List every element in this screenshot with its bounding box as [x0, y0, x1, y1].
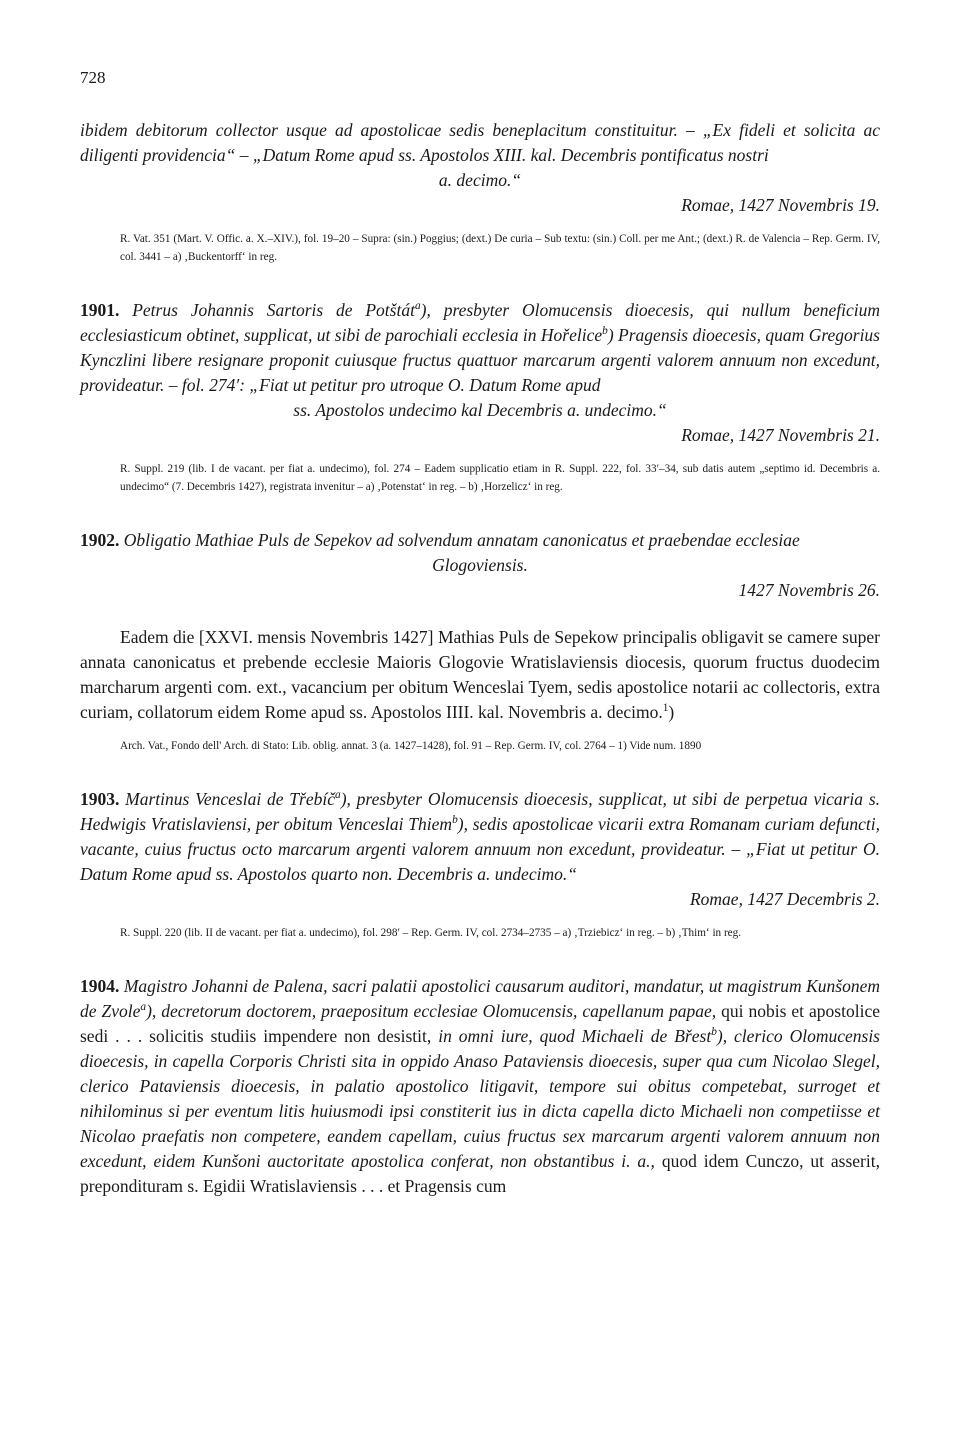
footnote: R. Suppl. 219 (lib. I de vacant. per fiat a. undecimo), fol. 274 – Eadem supplicatio etiam in R. Suppl. 222, fol. 33′–34, sub datis autem „septimo id. Decembris a. undecimo“ (7. Decembris 1427), registrata invenitur – a) ‚Potenstat‘ in reg. – b) ‚Horzelicz‘ in reg.	[120, 463, 880, 493]
entry-title-last-line: Glogoviensis.	[432, 555, 528, 575]
entry-date: Romae, 1427 Novembris 19.	[681, 195, 880, 215]
page-number: 728	[80, 68, 106, 87]
entry-1902-title: 1902. Obligatio Mathiae Puls de Sepekov ad solvendum annatam canonicatus et praebendae ecclesiae	[80, 530, 800, 550]
footnote: Arch. Vat., Fondo dell' Arch. di Stato: Lib. oblig. annat. 3 (a. 1427–1428), fol. 91 – Rep. Germ. IV, col. 2764 – 1) Vide num. 1890	[120, 740, 702, 752]
entry-date: 1427 Novembris 26.	[738, 580, 880, 600]
footnote: R. Suppl. 220 (lib. II de vacant. per fiat a. undecimo), fol. 298′ – Rep. Germ. IV, col. 2734–2735 – a) ‚Trziebicz‘ in reg. – b) ‚Thim‘ in reg.	[120, 927, 742, 939]
entry-date: Romae, 1427 Novembris 21.	[681, 425, 880, 445]
footnote: R. Vat. 351 (Mart. V. Offic. a. X.–XIV.), fol. 19–20 – Supra: (sin.) Poggius; (dext.) De curia – Sub textu: (sin.) Coll. per me Ant.; (dext.) R. de Valencia – Rep. Germ. IV, col. 3441 – a) ‚Buckentorff‘ in reg.	[120, 233, 880, 263]
document-page	[80, 68, 880, 1199]
entry-number: 1903.	[80, 789, 120, 809]
entry-number: 1901.	[80, 300, 120, 320]
entry-number: 1904.	[80, 976, 120, 996]
entry-number: 1902.	[80, 530, 120, 550]
entry-continuation-last-line: a. decimo.“	[438, 170, 522, 190]
entry-1904: 1904. Magistro Johanni de Palena, sacri palatii apostolici causarum auditori, mandatur, ut magistrum Kunšonem de Zvole$^a$), decretorum doctorem, praepositum ecclesiae Olomucensis, capellanum papae, qui nobis et apostolice sedi . . . solicitis studiis impendere non desistit, in omni iure, quod Michaeli de Břest$^b$), clerico Olomucensis dioecesis, in capella Corporis Christi sita in oppido Anaso Pataviensis dioecesis, super qua cum Nicolao Slegel, clerico Pataviensis dioecesis, in palatio apostolico litigavit, tempore sui obitus competebat, surroget et nihilominus si per eventum litis huiusmodi ipsi constiterit ius in dicta capella dicto Michaeli non competiisse et Nicolao praefatis non competere, eandem capellam, cuius fructus sex marcarum argenti valorem annuum non excedunt, eidem Kunšoni auctoritate apostolica conferat, non obstantibus i. a., quod idem Cunczo, ut asserit, prepondituram s. Egidii Wratislaviensis . . . et Pragensis cum	[80, 976, 880, 1196]
entry-1902-body: Eadem die [XXVI. mensis Novembris 1427] Mathias Puls de Sepekow principalis obligavit se camere super annata canonicatus et prebende ecclesie Maioris Glogovie Wratislaviensis diocesis, quorum fructus duodecim marcharum argenti com. ext., vacancium per obitum Wenceslai Tyem, sedis apostolice notarii ac collectoris, extra curiam, collatorum eidem Rome apud ss. Apostolos IIII. kal. Novembris a. decimo.$^1$)	[80, 627, 880, 722]
entry-1901: 1901. Petrus Johannis Sartoris de Potštát$^a$), presbyter Olomucensis dioecesis, qui nullum beneficium ecclesiasticum obtinet, supplicat, ut sibi de parochiali ecclesia in Hořelice$^b$) Pragensis dioecesis, quam Gregorius Kynczlini libere resignare proponit cuiusque fructus quattuor marcarum argenti valorem annuum non excedunt, provideatur. – fol. 274′: „Fiat ut petitur pro utroque O. Datum Rome apud	[80, 300, 881, 395]
entry-date: Romae, 1427 Decembris 2.	[689, 889, 880, 909]
entry-1903: 1903. Martinus Venceslai de Třebíč$^a$), presbyter Olomucensis dioecesis, supplicat, ut sibi de perpetua vicaria s. Hedwigis Vratislaviensi, per obitum Venceslai Thiem$^b$), sedis apostolicae vicarii extra Romanam curiam defuncti, vacante, cuius fructus octo marcarum argenti valorem annuum non excedunt, provideatur. – „Fiat ut petitur O. Datum Rome apud ss. Apostolos quarto non. Decembris a. undecimo.“	[80, 789, 881, 884]
entry-last-line: ss. Apostolos undecimo kal Decembris a. undecimo.“	[293, 400, 667, 420]
entry-continuation-text: ibidem debitorum collector usque ad apostolicae sedis beneplacitum constituitur. – „Ex fideli et solicita ac diligenti providencia“ – „Datum Rome apud ss. Apostolos XIII. kal. Decembris pontificatus nostri	[80, 120, 880, 165]
